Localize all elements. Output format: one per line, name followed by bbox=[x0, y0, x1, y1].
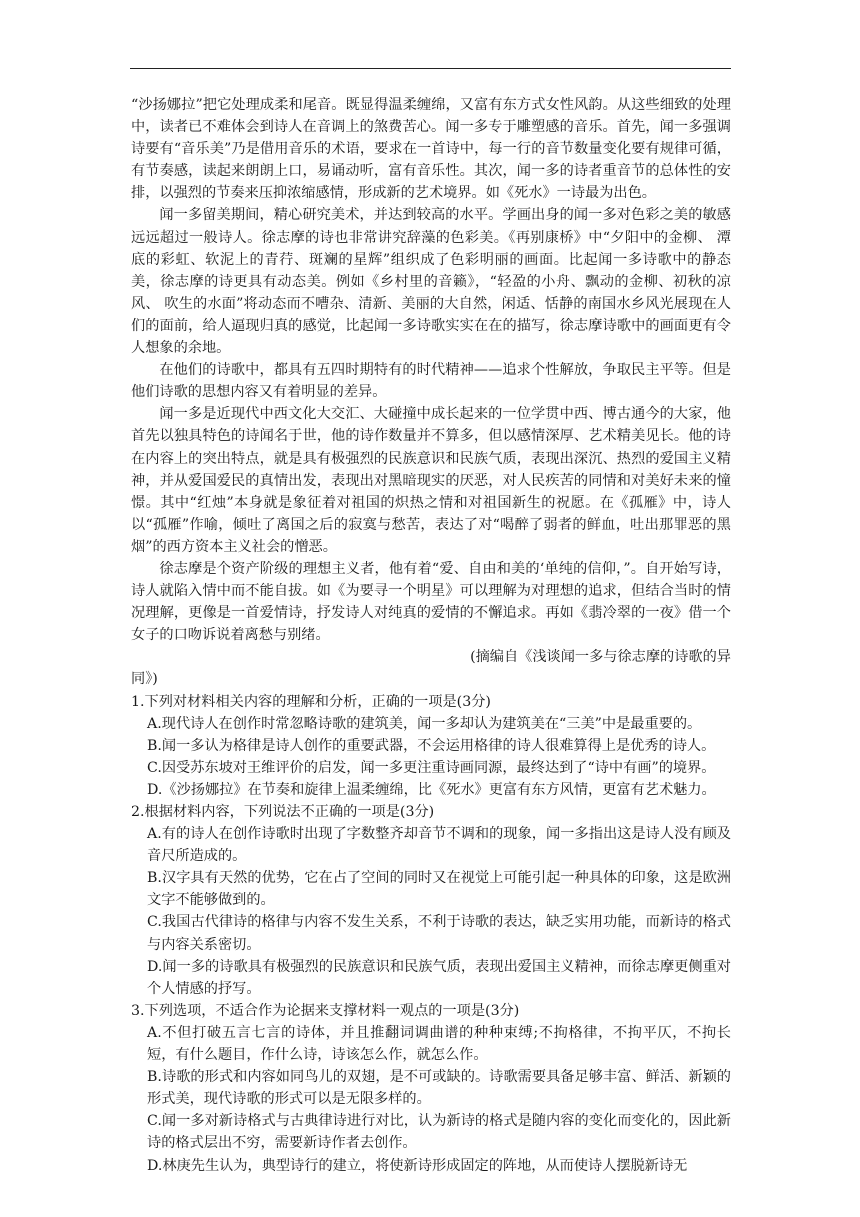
question-3-option-c: C.闻一多对新诗格式与古典律诗进行对比，认为新诗的格式是随内容的变化而变化的，因此新诗的格式层出不穷，需要新诗作者去创作。 bbox=[147, 1113, 731, 1152]
question-3-stem: 3.下列选项，不适合作为论据来支撑材料一观点的一项是(3分) bbox=[131, 1002, 520, 1019]
header-rule bbox=[130, 68, 731, 69]
document-body bbox=[131, 94, 731, 1177]
question-3-option-a: A.不但打破五言七言的诗体，并且推翻词调曲谱的种种束缚;不拘格律，不拘平仄，不拘长短，有什么题目，作什么诗，诗该怎么作，就怎么作。 bbox=[147, 1024, 731, 1064]
question-1-option-d: D.《沙扬娜拉》在节奏和旋律上温柔缠绵，比《死水》更富有东方风情，更富有艺术魅力。 bbox=[147, 781, 716, 798]
question-1-stem: 1.下列对材料相关内容的理解和分析，正确的一项是(3分) bbox=[131, 693, 491, 710]
question-1-option-a: A.现代诗人在创作时常忽略诗歌的建筑美，闻一多却认为建筑美在“三美”中是最重要的。 bbox=[147, 715, 702, 732]
paragraph-5: 徐志摩是个资产阶级的理想主义者，他有着“爱、自由和美的‘单纯的信仰，”。自开始写诗，诗人就陷入情中而不能自拔。如《为要寻一个明星》可以理解为对理想的追求，但结合当时的情况理解，更像是一首爱情诗，抒发诗人对纯真的爱情的不懈追求。再如《翡冷翠的一夜》借一个女子的口吻诉说着离愁与别绪。 bbox=[131, 560, 731, 644]
question-2-stem: 2.根据材料内容，下列说法不正确的一项是(3分) bbox=[131, 804, 435, 820]
source-citation: (摘编自《浅谈闻一多与徐志摩的诗歌的异 bbox=[470, 649, 731, 666]
question-1-option-c: C.因受苏东坡对王维评价的启发，闻一多更注重诗画同源，最终达到了“诗中有画”的境界。 bbox=[147, 759, 716, 776]
question-1-option-b: B.闻一多认为格律是诗人创作的重要武器，不会运用格律的诗人很难算得上是优秀的诗人。 bbox=[147, 737, 716, 754]
question-2-option-b: B.汉字具有天然的优势，它在占了空间的同时又在视觉上可能引起一种具体的印象，这是欧洲文字不能够做到的。 bbox=[147, 870, 731, 909]
question-2-option-d: D.闻一多的诗歌具有极强烈的民族意识和民族气质，表现出爱国主义精神，而徐志摩更侧重对个人情感的抒写。 bbox=[147, 958, 731, 997]
paragraph-2: 闻一多留美期间，精心研究美术，并达到较高的水平。学画出身的闻一多对色彩之美的敏感远远超过一般诗人。徐志摩的诗也非常讲究辞藻的色彩美。《再别康桥》中“夕阳中的金柳、 潭底的彩虹、软泥上的青荇、斑斓的星辉”组织成了色彩明丽的画面。比起闻一多诗歌中的静态美，徐志摩的诗更具有动态美。例如《乡村里的音籁》，“轻盈的小舟、飘动的金柳、初秋的凉风、 吹生的水面”将动态而不嘈杂、清新、美丽的大自然，闲适、恬静的南国水乡风光展现在人们的面前，给人逼现归真的感觉，比起闻一多诗歌实实在在的描写，徐志摩诗歌中的画面更有令人想象的余地。 bbox=[131, 207, 731, 357]
paragraph-3: 在他们的诗歌中，都具有五四时期特有的时代精神——追求个性解放，争取民主平等。但是他们诗歌的思想内容又有着明显的差异。 bbox=[131, 362, 731, 401]
question-3-option-d: D.林庚先生认为，典型诗行的建立，将使新诗形成固定的阵地，从而使诗人摆脱新诗无 bbox=[147, 1157, 688, 1174]
paragraph-4: 闻一多是近现代中西文化大交汇、大碰撞中成长起来的一位学贯中西、博古通今的大家，他首先以独具特色的诗闻名于世，他的诗作数量并不算多，但以感情深厚、艺术精美见长。他的诗在内容上的突出特点，就是具有极强烈的民族意识和民族气质，表现出深沉、热烈的爱国主义精神，并从爱国爱民的真情出发，表现出对黑暗现实的厌恶，对人民疾苦的同情和对美好未来的憧憬。其中“红烛”本身就是象征着对祖国的炽热之情和对祖国新生的祝愿。在《孤雁》中，诗人以“孤雁”作喻，倾吐了离国之后的寂寞与愁苦，表达了对“喝醉了弱者的鲜血，吐出那罪恶的黑烟”的西方资本主义社会的憎恶。 bbox=[131, 406, 731, 555]
question-3-option-b: B.诗歌的形式和内容如同鸟儿的双翅，是不可或缺的。诗歌需要具备足够丰富、鲜活、新颖的形式美，现代诗歌的形式可以是无限多样的。 bbox=[147, 1069, 731, 1108]
paragraph-1: “沙扬娜拉”把它处理成柔和尾音。既显得温柔缠绵，又富有东方式女性风韵。从这些细致的处理中，读者已不难体会到诗人在音调上的煞费苦心。闻一多专于雕塑感的音乐。首先，闻一多强调诗要有“音乐美”乃是借用音乐的术语，要求在一首诗中，每一行的音节数量变化要有规律可循，有节奏感，读起来朗朗上口，易诵动听，富有音乐性。其次，闻一多的诗者重音节的总体性的安排，以强烈的节奏来压抑浓缩感情，形成新的艺术境界。如《死水》一诗最为出色。 bbox=[131, 97, 731, 202]
source-citation-tail: 同》) bbox=[131, 671, 158, 688]
question-2-option-a: A.有的诗人在创作诗歌时出现了字数整齐却音节不调和的现象，闻一多指出这是诗人没有顾及音尺所造成的。 bbox=[147, 826, 731, 865]
question-2-option-c: C.我国古代律诗的格律与内容不发生关系，不利于诗歌的表达，缺乏实用功能，而新诗的格式与内容关系密切。 bbox=[147, 914, 731, 953]
